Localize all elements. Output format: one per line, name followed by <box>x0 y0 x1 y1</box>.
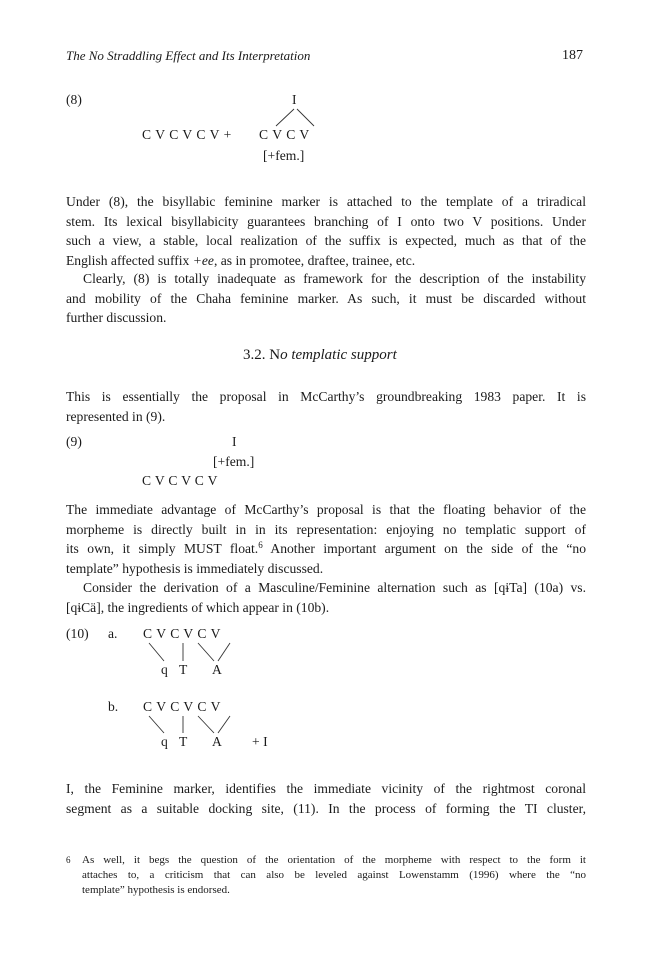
example-8-feature: [+fem.] <box>263 148 305 163</box>
paragraph-line: stem. Its lexical bisyllabicity guarantees branching of I onto two V positions. Under <box>66 213 586 229</box>
example-10a-melody-a: A <box>212 662 222 677</box>
paragraph-line: represented in (9). <box>66 408 166 424</box>
footnote-line: As well, it begs the question of the orientation of the morpheme with respect to the form it <box>82 854 586 866</box>
footnote-number: 6 <box>66 855 71 865</box>
section-number: 3.2. N <box>243 347 281 363</box>
example-8-top-label: I <box>292 92 297 107</box>
paragraph-line: [qɨCä], the ingredients of which appear in (10b). <box>66 599 330 615</box>
paragraph-6 <box>66 779 586 818</box>
paragraph-line: Consider the derivation of a Masculine/Feminine alternation such as [qɨTa] (10a) vs. <box>83 580 586 595</box>
assoc-line-10a-a-right <box>218 643 230 661</box>
text-run: , as in promotee, draftee, trainee, etc. <box>213 252 416 268</box>
paragraph-line: template” hypothesis is immediately discussed. <box>66 560 324 576</box>
example-10a-melody-q: q <box>161 662 168 677</box>
example-8-segments-right: C V C V <box>259 127 310 142</box>
example-10a-melody-t: T <box>179 662 188 677</box>
example-10a-segments: C V C V C V <box>143 626 221 641</box>
text-run: its own, it simply MUST float. <box>66 541 259 556</box>
example-10b-segments: C V C V C V <box>143 699 221 714</box>
example-10b-floating-i: + I <box>252 734 268 749</box>
footnote-marker[interactable]: 6 <box>258 540 263 550</box>
assoc-line-10b-q <box>149 716 164 733</box>
example-10b-melody-t: T <box>179 734 188 749</box>
footnote-body <box>82 853 586 898</box>
section-title: o templatic support <box>280 347 397 363</box>
paragraph-line: and mobility of the Chaha feminine marker. As such, it must be discarded without <box>66 290 586 306</box>
example-10b-melody-q: q <box>161 734 168 749</box>
example-8-label: (8) <box>66 92 82 107</box>
paragraph-line: This is essentially the proposal in McCarthy’s groundbreaking 1983 paper. It is <box>66 389 586 404</box>
footnote <box>66 853 586 898</box>
example-9-segments: C V C V C V <box>142 473 218 488</box>
paragraph-line: I, the Feminine marker, identifies the immediate vicinity of the rightmost coronal <box>66 781 586 796</box>
example-9-label: (9) <box>66 434 82 449</box>
text-run: Another important argument on the side of the “no <box>262 541 587 556</box>
running-header-title: The No Straddling Effect and Its Interpretation <box>66 48 311 63</box>
paragraph-line: The immediate advantage of McCarthy’s proposal is that the floating behavior of the <box>66 502 586 517</box>
assoc-line-10b-a-right <box>218 716 230 733</box>
example-10b-label: b. <box>108 699 119 714</box>
example-10a-label: a. <box>108 626 118 641</box>
paragraph-line: segment as a suitable docking site, (11). In the process of forming the TI cluster, <box>66 800 586 816</box>
paragraph-line: such a view, a stable, local realization of the suffix is expected, much as that of the <box>66 233 586 248</box>
page-number: 187 <box>562 48 583 63</box>
footnote-line: attaches to, a criticism that can also be leveled against Lowenstamm (1996) where the “no <box>82 869 586 881</box>
assoc-line-10b-a-left <box>198 716 214 733</box>
paragraph-line: Clearly, (8) is totally inadequate as framework for the description of the instability <box>83 271 586 286</box>
assoc-line-10a-a-left <box>198 643 214 661</box>
paragraph-line: Under (8), the bisyllabic feminine marker is attached to the template of a triradical <box>66 194 586 209</box>
text-run: English affected suffix <box>66 252 193 268</box>
paragraph-line: morpheme is directly built in in its representation: enjoying no templatic support of <box>66 521 586 537</box>
footnote-line: template” hypothesis is endorsed. <box>82 884 230 896</box>
example-10-label: (10) <box>66 626 89 641</box>
example-9-top-label: I <box>232 434 237 449</box>
example-10b-melody-a: A <box>212 734 222 749</box>
italic-suffix: +ee <box>192 252 214 268</box>
paragraph-line: further discussion. <box>66 310 167 325</box>
assoc-line-10a-q <box>149 643 164 661</box>
example-9-feature: [+fem.] <box>213 454 255 469</box>
example-8-segments-left: C V C V C V + <box>142 127 232 142</box>
